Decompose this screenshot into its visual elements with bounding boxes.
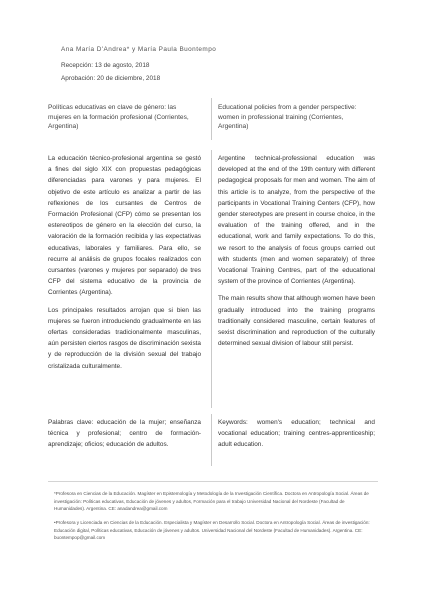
column-divider-keywords bbox=[211, 414, 212, 466]
spanish-title: Políticas educativas en clave de género: las mujeres en la formación profesional (Corrientes, Argentina) bbox=[48, 104, 189, 130]
english-keywords-text: women's education; technical and vocational education; training centres-apprenticeship; adult education. bbox=[218, 419, 375, 448]
english-title: Educational policies from a gender perspective: women in professional training (Corrientes, Argentina) bbox=[218, 104, 357, 130]
author-line: Ana María D'Andrea* y María Paula Buontempo bbox=[61, 46, 217, 53]
spanish-abstract bbox=[48, 153, 201, 372]
approved-date: Aprobación: 20 de diciembre, 2018 bbox=[61, 75, 161, 82]
column-divider-title bbox=[211, 98, 212, 140]
spanish-keywords bbox=[48, 418, 201, 450]
column-divider-abstract bbox=[211, 150, 212, 408]
english-abstract bbox=[218, 153, 375, 349]
footnote-2: •Profesora y Licenciada en Ciencias de la Educación. Especialista y Magíster en Desarrollo Social. Doctora en Antropología Social. Áreas de investigación: Educación digital, Políticas educativas, Educación de jóvenes y adultos. Universidad Nacional del Nordeste (Facultad de Humanidades). Argentina. CE: buontempop@gmail.com bbox=[54, 520, 370, 540]
footnote-1: *Profesora en Ciencias de la Educación. Magíster en Epistemología y Metodología de la Investigación Científica. Doctora en Antropología Social. Áreas de investigación: Políticas educativas, Educación de jóvenes y adultos, Formación para el trabajo Universidad Nacional del Nordeste (Facultad de Humanidades). Argentina. CE: anadandrea@gmail.com bbox=[54, 491, 369, 511]
footnote-rule bbox=[48, 481, 378, 482]
dates-block bbox=[61, 59, 160, 85]
spanish-abstract-paragraph-2: Los principales resultados arrojan que si bien las mujeres se fueron introduciendo gradualmente en las ofertas consideradas tradicionalmente masculinas, aún persisten ciertos rasgos de discriminación sexista y de reproducción de la división sexual del trabajo cristalizada culturalmente. bbox=[48, 306, 201, 370]
received-date: Recepción: 13 de agosto, 2018 bbox=[61, 62, 150, 69]
english-keywords-label: Keywords: bbox=[218, 419, 248, 426]
spanish-abstract-paragraph-1: La educación técnico-profesional argentina se gestó a fines del siglo XIX con propuestas pedagógicas diferenciadas para varones y para mujeres. El objetivo de este artículo es analizar a partir de las reflexiones de los cursantes de Centros de Formación Profesional (CFP) cómo se presentan los estereotipos de género en la elección del curso, la valoración de la formación recibida y las expectativas educativas, laborales y familiares. Para ello, se recurre al análisis de grupos focales realizados con cursantes (varones y mujeres por separado) de tres CFP del sistema educativo de la provincia de Corrientes (Argentina). bbox=[48, 155, 201, 297]
english-abstract-paragraph-1: Argentine technical-professional education was developed at the end of the 19th century with different pedagogical proposals for men and women. The aim of this article is to analyze, from the perspective of the participants in Vocational Training Centers (CFP), how gender stereotypes are present in course choice, in the evaluation of the training offered, and in the educational, work and family expectations. To do this, we resort to the analysis of focus groups carried out with students (men and women separately) of three Vocational Training Centres, part of the educational system of the province of Corrientes (Argentina). bbox=[218, 155, 375, 286]
spanish-keywords-text: educación de la mujer; enseñanza técnica y profesional; centro de formación-aprendizaje; oficios; educación de adultos. bbox=[48, 419, 201, 448]
english-abstract-paragraph-2: The main results show that although women have been gradually introduced into the training programs traditionally considered masculine, certain features of sexist discrimination and reproduction of the culturally determined sexual division of labour still persist. bbox=[218, 295, 375, 348]
spanish-keywords-label: Palabras clave: bbox=[48, 419, 94, 426]
english-keywords bbox=[218, 418, 375, 450]
